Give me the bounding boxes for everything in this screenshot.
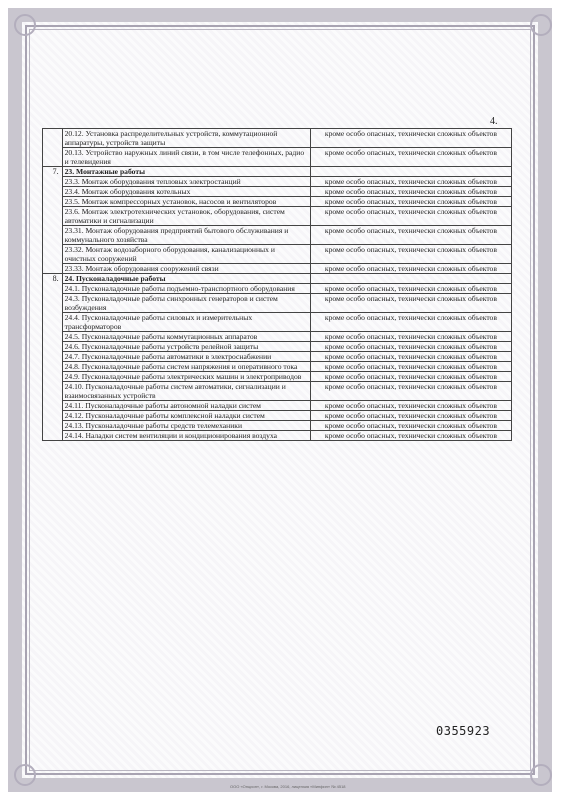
section-heading: 23. Монтажные работы: [62, 167, 310, 177]
section-number: 8.: [43, 274, 63, 441]
table-row: [43, 245, 512, 264]
corner-ornament: [14, 14, 36, 36]
works-table: [42, 128, 512, 441]
work-type: 23.6. Монтаж электротехнических установок, оборудования, систем автоматики и сигнализации: [62, 207, 310, 226]
work-type: 24.13. Пусконаладочные работы средств телемеханики: [62, 421, 310, 431]
section-number: [43, 129, 63, 167]
corner-ornament: [530, 14, 552, 36]
corner-ornament: [14, 764, 36, 786]
work-type: 24.14. Наладки систем вентиляции и кондиционирования воздуха: [62, 431, 310, 441]
table-row: [43, 148, 512, 167]
table-row: [43, 421, 512, 431]
table-row: [43, 342, 512, 352]
table-row: [43, 284, 512, 294]
work-type: 20.13. Устройство наружных линий связи, в том числе телефонных, радио и телевидения: [62, 148, 310, 167]
page-number: 4.: [490, 116, 498, 127]
table-row: [43, 226, 512, 245]
work-condition: кроме особо опасных, технически сложных объектов: [310, 245, 511, 264]
work-type: 24.9. Пусконаладочные работы электрических машин и электроприводов: [62, 372, 310, 382]
work-type: 24.11. Пусконаладочные работы автономной наладки систем: [62, 401, 310, 411]
table-row: [43, 401, 512, 411]
work-type: 23.4. Монтаж оборудования котельных: [62, 187, 310, 197]
table-row: [43, 352, 512, 362]
table-row: [43, 313, 512, 332]
section-heading-row: [43, 167, 512, 177]
work-condition: кроме особо опасных, технически сложных объектов: [310, 226, 511, 245]
table-row: [43, 187, 512, 197]
work-condition: кроме особо опасных, технически сложных объектов: [310, 342, 511, 352]
work-condition: кроме особо опасных, технически сложных объектов: [310, 411, 511, 421]
work-type: 23.31. Монтаж оборудования предприятий бытового обслуживания и коммунального хозяйства: [62, 226, 310, 245]
work-condition: кроме особо опасных, технически сложных объектов: [310, 313, 511, 332]
section-heading: 24. Пусконаладочные работы: [62, 274, 310, 284]
work-condition: кроме особо опасных, технически сложных объектов: [310, 148, 511, 167]
work-type: 24.3. Пусконаладочные работы синхронных генераторов и систем возбуждения: [62, 294, 310, 313]
table-row: [43, 431, 512, 441]
work-condition: кроме особо опасных, технически сложных объектов: [310, 294, 511, 313]
table-row: [43, 264, 512, 274]
work-condition: кроме особо опасных, технически сложных объектов: [310, 284, 511, 294]
work-type: 23.5. Монтаж компрессорных установок, насосов и вентиляторов: [62, 197, 310, 207]
table-row: [43, 207, 512, 226]
work-type: 24.10. Пусконаладочные работы систем автоматики, сигнализации и взаимосвязанных устройств: [62, 382, 310, 401]
table-row: [43, 372, 512, 382]
work-type: 24.8. Пусконаладочные работы систем напряжения и оперативного тока: [62, 362, 310, 372]
work-type: 24.4. Пусконаладочные работы силовых и измерительных трансформаторов: [62, 313, 310, 332]
work-type: 23.3. Монтаж оборудования тепловых электростанций: [62, 177, 310, 187]
work-condition: [310, 274, 511, 284]
work-type: 24.5. Пусконаладочные работы коммутационных аппаратов: [62, 332, 310, 342]
work-type: 24.12. Пусконаладочные работы комплексной наладки систем: [62, 411, 310, 421]
work-condition: кроме особо опасных, технически сложных объектов: [310, 332, 511, 342]
work-type: 24.7. Пусконаладочные работы автоматики в электроснабжении: [62, 352, 310, 362]
table-row: [43, 362, 512, 372]
printer-footer: ООО «Опцион», г. Москва, 2016, лицензия «Минфин» № 4518: [230, 784, 346, 789]
work-condition: кроме особо опасных, технически сложных объектов: [310, 187, 511, 197]
section-number: 7.: [43, 167, 63, 274]
work-condition: кроме особо опасных, технически сложных объектов: [310, 207, 511, 226]
table-row: [43, 129, 512, 148]
table-row: [43, 294, 512, 313]
registration-number: 0355923: [436, 724, 491, 738]
work-condition: [310, 167, 511, 177]
work-condition: кроме особо опасных, технически сложных объектов: [310, 431, 511, 441]
work-condition: кроме особо опасных, технически сложных объектов: [310, 197, 511, 207]
corner-ornament: [530, 764, 552, 786]
section-heading-row: [43, 274, 512, 284]
work-condition: кроме особо опасных, технически сложных объектов: [310, 129, 511, 148]
work-condition: кроме особо опасных, технически сложных объектов: [310, 177, 511, 187]
work-condition: кроме особо опасных, технически сложных объектов: [310, 382, 511, 401]
work-condition: кроме особо опасных, технически сложных объектов: [310, 352, 511, 362]
work-condition: кроме особо опасных, технически сложных объектов: [310, 401, 511, 411]
work-type: 23.32. Монтаж водозаборного оборудования, канализационных и очистных сооружений: [62, 245, 310, 264]
work-condition: кроме особо опасных, технически сложных объектов: [310, 421, 511, 431]
table-row: [43, 332, 512, 342]
work-type: 24.6. Пусконаладочные работы устройств релейной защиты: [62, 342, 310, 352]
work-type: 24.1. Пусконаладочные работы подъемно-транспортного оборудования: [62, 284, 310, 294]
work-condition: кроме особо опасных, технически сложных объектов: [310, 372, 511, 382]
table-row: [43, 197, 512, 207]
work-condition: кроме особо опасных, технически сложных объектов: [310, 362, 511, 372]
table-row: [43, 177, 512, 187]
table-row: [43, 382, 512, 401]
work-type: 23.33. Монтаж оборудования сооружений связи: [62, 264, 310, 274]
work-condition: кроме особо опасных, технически сложных объектов: [310, 264, 511, 274]
table-row: [43, 411, 512, 421]
work-type: 20.12. Установка распределительных устройств, коммутационной аппаратуры, устройств защиты: [62, 129, 310, 148]
